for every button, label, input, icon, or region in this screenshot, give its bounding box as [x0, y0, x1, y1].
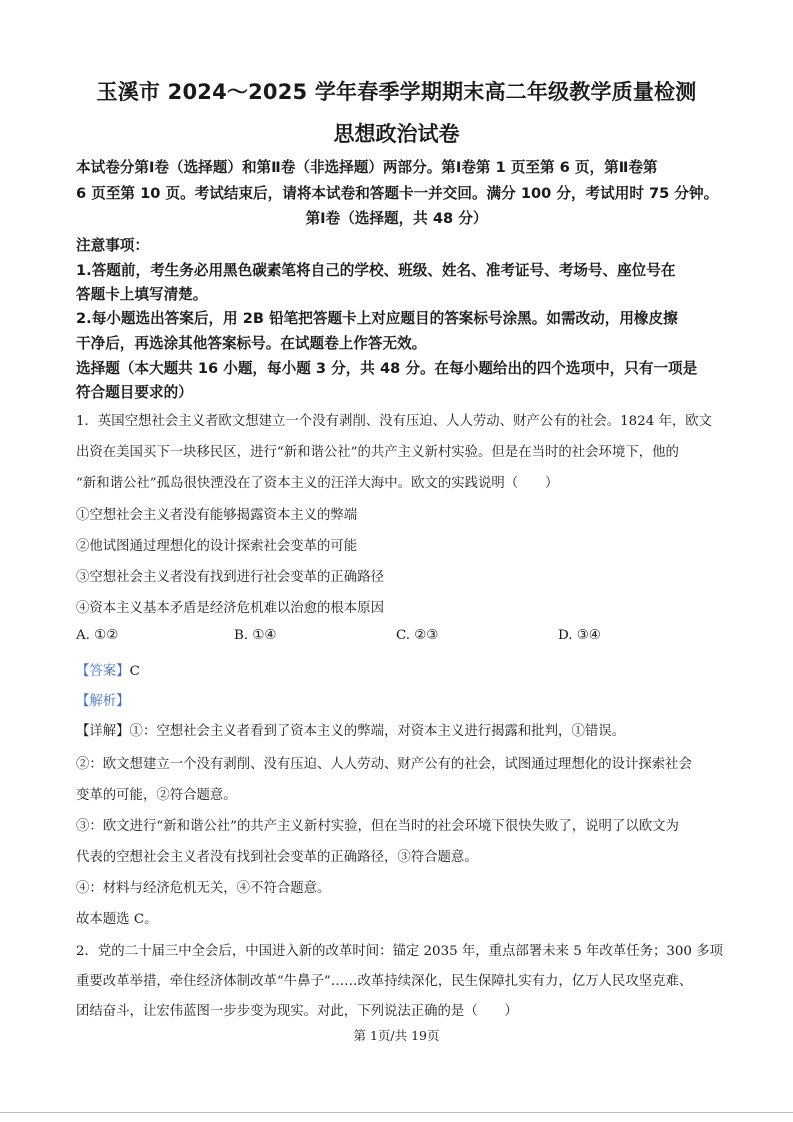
q1-option-d: D. ③④: [558, 628, 601, 643]
intro-line-1: 本试卷分第Ⅰ卷（选择题）和第Ⅱ卷（非选择题）两部分。第Ⅰ卷第 1 页至第 6 页，第Ⅱ卷第: [76, 159, 658, 176]
page-number: 第 1页/共 19页: [353, 1028, 440, 1043]
q1-stem-line-2: 出资在美国买下一块移民区，进行“新和谐公社”的共产主义新村实验。但是在当时的社会环境下，他的: [76, 445, 679, 460]
q1-stem-line-3: “新和谐公社”孤岛很快湮没在了资本主义的汪洋大海中。欧文的实践说明（ ）: [76, 476, 559, 491]
q1-option-c: C. ②③: [396, 628, 439, 643]
bottom-divider: [0, 1112, 793, 1113]
q1-conclusion: 故本题选 C。: [76, 912, 158, 927]
exam-title: 玉溪市 2024～2025 学年春季学期期末高二年级教学质量检测: [96, 80, 697, 104]
answer-value: C: [129, 664, 140, 679]
q1-option-b: B. ①④: [234, 628, 277, 643]
q1-detail-3-line-1: ③：欧文进行“新和谐公社”的共产主义新村实验，但在当时的社会环境下很快失败了，说明了以欧文为: [76, 819, 679, 834]
q2-stem-line-1: 2．党的二十届三中全会后，中国进入新的改革时间：锚定 2035 年，重点部署未来 5 年改革任务；300 多项: [76, 944, 723, 959]
notes-heading: 注意事项：: [76, 237, 149, 254]
q1-statement-1: ①空想社会主义者没有能够揭露资本主义的弊端: [76, 508, 358, 523]
note-2-line-1: 2.每小题选出答案后，用 2B 铅笔把答题卡上对应题目的答案标号涂黑。如需改动，用橡皮擦: [76, 310, 678, 327]
section-heading: 第Ⅰ卷（选择题，共 48 分）: [305, 210, 488, 227]
q1-detail-1: 【详解】①：空想社会主义者看到了资本主义的弊端，对资本主义进行揭露和批判，①错误。: [76, 724, 626, 739]
q1-statement-4: ④资本主义基本矛盾是经济危机难以治愈的根本原因: [76, 601, 384, 616]
note-2-line-2: 干净后，再选涂其他答案标号。在试题卷上作答无效。: [76, 335, 427, 352]
q1-stem-line-1: 1．英国空想社会主义者欧文想建立一个没有剥削、没有压迫、人人劳动、财产公有的社会。1824 年，欧文: [76, 414, 713, 429]
note-1-line-1: 1.答题前，考生务必用黑色碳素笔将自己的学校、班级、姓名、准考证号、考场号、座位号在: [76, 262, 676, 279]
analysis-label: 【解析】: [76, 694, 130, 709]
q1-statement-3: ③空想社会主义者没有找到进行社会变革的正确路径: [76, 570, 384, 585]
q1-detail-4: ④：材料与经济危机无关，④不符合题意。: [76, 881, 331, 896]
q1-option-a: A. ①②: [76, 628, 119, 643]
q1-answer: [76, 660, 140, 679]
answer-label: 【答案】: [76, 664, 130, 679]
choice-intro-line-1: 选择题（本大题共 16 小题，每小题 3 分，共 48 分。在每小题给出的四个选项中，只有一项是: [76, 360, 698, 377]
exam-subtitle: 思想政治试卷: [333, 122, 460, 146]
q2-stem-line-2: 重要改革举措，牵住经济体制改革“牛鼻子”……改革持续深化，民生保障扎实有力，亿万人民攻坚克难、: [76, 974, 693, 989]
intro-line-2: 6 页至第 10 页。考试结束后，请将本试卷和答题卡一并交回。满分 100 分，考试用时 75 分钟。: [76, 185, 719, 202]
choice-intro-line-2: 符合题目要求的）: [76, 384, 193, 401]
q1-detail-2-line-1: ②：欧文想建立一个没有剥削、没有压迫、人人劳动、财产公有的社会，试图通过理想化的设计探索社会: [76, 757, 692, 772]
q1-detail-3-line-2: 代表的空想社会主义者没有找到社会变革的正确路径，③符合题意。: [76, 850, 478, 865]
note-1-line-2: 答题卡上填写清楚。: [76, 286, 208, 303]
q1-detail-2-line-2: 变革的可能，②符合题意。: [76, 788, 237, 803]
q2-stem-line-3: 团结奋斗，让宏伟蓝图一步步变为现实。对此，下列说法正确的是（ ）: [76, 1004, 518, 1019]
q1-statement-2: ②他试图通过理想化的设计探索社会变革的可能: [76, 539, 358, 554]
